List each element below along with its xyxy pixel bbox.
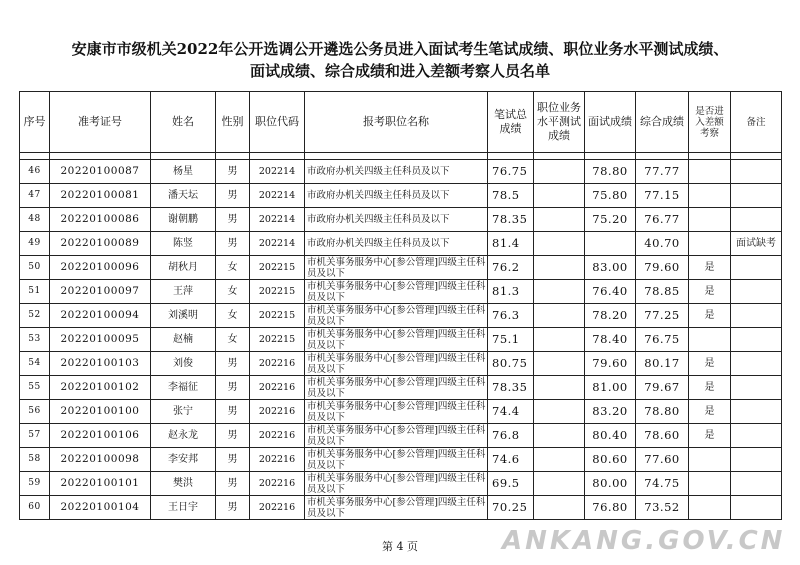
cell-level-test [534,328,585,352]
cell-seq: 51 [20,280,50,304]
table-body [20,160,782,520]
cell-gender: 男 [216,160,250,184]
cell-interview: 76.80 [585,496,636,520]
cell-interview: 80.00 [585,472,636,496]
cell-level-test [534,184,585,208]
cell-composite: 77.25 [636,304,689,328]
cell-gender: 男 [216,400,250,424]
cell-name: 李安邦 [151,448,216,472]
cell-code: 202216 [250,496,305,520]
cell-remark [731,496,782,520]
cell-ticket: 20220100102 [50,376,151,400]
cell-seq: 48 [20,208,50,232]
cell-inspect [689,472,731,496]
cell-composite: 78.60 [636,424,689,448]
cell-seq: 57 [20,424,50,448]
cell-name: 胡秋月 [151,256,216,280]
cell-position: 市政府办机关四级主任科员及以下 [305,208,488,232]
cell-interview: 83.00 [585,256,636,280]
cell-ticket: 20220100101 [50,472,151,496]
cell-ticket: 20220100103 [50,352,151,376]
cell-gender: 男 [216,448,250,472]
cell-name: 谢朝鹏 [151,208,216,232]
cell-written: 76.3 [488,304,534,328]
cell-inspect: 是 [689,304,731,328]
cell-gender: 男 [216,208,250,232]
document-title [0,38,800,82]
cell-ticket: 20220100097 [50,280,151,304]
cell-inspect [689,184,731,208]
cell-level-test [534,304,585,328]
cell-ticket: 20220100094 [50,304,151,328]
cell-composite: 73.52 [636,496,689,520]
table-row [20,256,782,280]
cell-code: 202216 [250,424,305,448]
cell-name: 王日宇 [151,496,216,520]
cell-ticket: 20220100089 [50,232,151,256]
cell-code: 202216 [250,352,305,376]
cell-written: 78.35 [488,376,534,400]
cell-interview: 81.00 [585,376,636,400]
cell-level-test [534,256,585,280]
cell-level-test [534,232,585,256]
cell-written: 78.5 [488,184,534,208]
cell-ticket: 20220100081 [50,184,151,208]
cell-composite: 78.80 [636,400,689,424]
cell-seq: 47 [20,184,50,208]
header-code: 职位代码 [250,92,305,153]
table-row [20,496,782,520]
cell-seq: 54 [20,352,50,376]
table-row [20,208,782,232]
cell-ticket: 20220100087 [50,160,151,184]
cell-remark [731,280,782,304]
cell-written: 80.75 [488,352,534,376]
cell-interview: 83.20 [585,400,636,424]
cell-name: 张宁 [151,400,216,424]
cell-code: 202216 [250,472,305,496]
title-line-1: 安康市市级机关2022年公开选调公开遴选公务员进入面试考生笔试成绩、职位业务水平测试成绩、 [71,40,729,58]
cell-written: 76.8 [488,424,534,448]
site-watermark: ANKANG.GOV.CN [502,526,786,556]
cell-interview: 75.20 [585,208,636,232]
cell-inspect [689,232,731,256]
cell-code: 202215 [250,256,305,280]
cell-code: 202215 [250,328,305,352]
cell-seq: 58 [20,448,50,472]
cell-inspect: 是 [689,376,731,400]
cell-code: 202214 [250,184,305,208]
header-spacer-row [20,153,782,160]
cell-code: 202216 [250,400,305,424]
cell-name: 樊洪 [151,472,216,496]
cell-inspect [689,448,731,472]
cell-level-test [534,376,585,400]
cell-gender: 男 [216,184,250,208]
cell-level-test [534,400,585,424]
header-composite: 综合成绩 [636,92,689,153]
header-remark: 备注 [731,92,782,153]
cell-level-test [534,424,585,448]
cell-level-test [534,472,585,496]
cell-code: 202216 [250,448,305,472]
cell-level-test [534,352,585,376]
cell-code: 202215 [250,304,305,328]
cell-remark: 面试缺考 [731,232,782,256]
cell-interview: 79.60 [585,352,636,376]
cell-remark [731,448,782,472]
cell-position: 市机关事务服务中心[参公管理]四级主任科员及以下 [305,424,488,448]
cell-gender: 男 [216,424,250,448]
title-line-2: 面试成绩、综合成绩和进入差额考察人员名单 [249,62,550,80]
cell-name: 李福征 [151,376,216,400]
cell-gender: 女 [216,280,250,304]
cell-ticket: 20220100104 [50,496,151,520]
table-row [20,424,782,448]
cell-inspect: 是 [689,280,731,304]
cell-interview: 78.80 [585,160,636,184]
cell-composite: 79.67 [636,376,689,400]
table-row [20,160,782,184]
table-row [20,400,782,424]
cell-composite: 76.77 [636,208,689,232]
cell-inspect [689,496,731,520]
cell-position: 市机关事务服务中心[参公管理]四级主任科员及以下 [305,304,488,328]
cell-seq: 56 [20,400,50,424]
header-ticket: 准考证号 [50,92,151,153]
cell-ticket: 20220100096 [50,256,151,280]
cell-written: 74.6 [488,448,534,472]
cell-position: 市机关事务服务中心[参公管理]四级主任科员及以下 [305,472,488,496]
cell-ticket: 20220100086 [50,208,151,232]
cell-code: 202214 [250,232,305,256]
cell-gender: 女 [216,328,250,352]
cell-code: 202216 [250,376,305,400]
cell-code: 202214 [250,160,305,184]
cell-gender: 男 [216,232,250,256]
results-table [19,91,782,520]
table-row [20,280,782,304]
cell-gender: 女 [216,304,250,328]
cell-gender: 男 [216,472,250,496]
page-number: 第 4 页 [382,540,418,553]
cell-remark [731,208,782,232]
cell-code: 202214 [250,208,305,232]
cell-seq: 49 [20,232,50,256]
cell-composite: 40.70 [636,232,689,256]
cell-remark [731,184,782,208]
cell-interview: 80.60 [585,448,636,472]
header-gender: 性别 [216,92,250,153]
cell-gender: 男 [216,352,250,376]
cell-position: 市政府办机关四级主任科员及以下 [305,160,488,184]
table-row [20,352,782,376]
cell-gender: 男 [216,376,250,400]
cell-level-test [534,208,585,232]
table-row [20,304,782,328]
cell-interview: 78.20 [585,304,636,328]
cell-interview [585,232,636,256]
cell-ticket: 20220100095 [50,328,151,352]
header-written: 笔试总成绩 [488,92,534,153]
cell-remark [731,472,782,496]
cell-composite: 77.60 [636,448,689,472]
cell-inspect: 是 [689,400,731,424]
cell-name: 王萍 [151,280,216,304]
cell-name: 潘天坛 [151,184,216,208]
cell-inspect: 是 [689,352,731,376]
cell-composite: 74.75 [636,472,689,496]
cell-composite: 78.85 [636,280,689,304]
table-row [20,232,782,256]
cell-name: 刘溪明 [151,304,216,328]
cell-inspect: 是 [689,256,731,280]
cell-composite: 79.60 [636,256,689,280]
cell-inspect: 是 [689,424,731,448]
cell-position: 市政府办机关四级主任科员及以下 [305,184,488,208]
table-row [20,472,782,496]
cell-inspect [689,160,731,184]
cell-gender: 女 [216,256,250,280]
header-interview: 面试成绩 [585,92,636,153]
cell-seq: 50 [20,256,50,280]
cell-position: 市机关事务服务中心[参公管理]四级主任科员及以下 [305,256,488,280]
cell-name: 刘俊 [151,352,216,376]
cell-name: 赵永龙 [151,424,216,448]
cell-name: 杨星 [151,160,216,184]
cell-written: 81.3 [488,280,534,304]
cell-position: 市政府办机关四级主任科员及以下 [305,232,488,256]
cell-interview: 76.40 [585,280,636,304]
header-level-test: 职位业务水平测试成绩 [534,92,585,153]
cell-position: 市机关事务服务中心[参公管理]四级主任科员及以下 [305,328,488,352]
cell-written: 69.5 [488,472,534,496]
cell-level-test [534,280,585,304]
cell-interview: 75.80 [585,184,636,208]
cell-seq: 59 [20,472,50,496]
cell-inspect [689,208,731,232]
cell-seq: 55 [20,376,50,400]
cell-remark [731,400,782,424]
cell-seq: 53 [20,328,50,352]
table-row [20,184,782,208]
cell-written: 74.4 [488,400,534,424]
cell-position: 市机关事务服务中心[参公管理]四级主任科员及以下 [305,400,488,424]
cell-remark [731,376,782,400]
cell-interview: 78.40 [585,328,636,352]
cell-written: 76.75 [488,160,534,184]
cell-remark [731,160,782,184]
cell-remark [731,304,782,328]
header-inspect: 是否进入差额考察 [689,92,731,153]
cell-name: 陈竖 [151,232,216,256]
cell-seq: 52 [20,304,50,328]
header-row [20,92,782,153]
cell-composite: 77.77 [636,160,689,184]
cell-position: 市机关事务服务中心[参公管理]四级主任科员及以下 [305,280,488,304]
cell-remark [731,352,782,376]
cell-position: 市机关事务服务中心[参公管理]四级主任科员及以下 [305,376,488,400]
cell-level-test [534,448,585,472]
cell-composite: 80.17 [636,352,689,376]
cell-composite: 77.15 [636,184,689,208]
cell-written: 75.1 [488,328,534,352]
cell-seq: 60 [20,496,50,520]
cell-ticket: 20220100106 [50,424,151,448]
cell-position: 市机关事务服务中心[参公管理]四级主任科员及以下 [305,496,488,520]
cell-ticket: 20220100100 [50,400,151,424]
cell-ticket: 20220100098 [50,448,151,472]
cell-remark [731,424,782,448]
cell-position: 市机关事务服务中心[参公管理]四级主任科员及以下 [305,448,488,472]
cell-inspect [689,328,731,352]
header-seq: 序号 [20,92,50,153]
cell-name: 赵楠 [151,328,216,352]
cell-code: 202215 [250,280,305,304]
cell-interview: 80.40 [585,424,636,448]
cell-seq: 46 [20,160,50,184]
table-row [20,448,782,472]
table-row [20,376,782,400]
cell-level-test [534,160,585,184]
cell-level-test [534,496,585,520]
cell-remark [731,256,782,280]
header-name: 姓名 [151,92,216,153]
header-position: 报考职位名称 [305,92,488,153]
cell-position: 市机关事务服务中心[参公管理]四级主任科员及以下 [305,352,488,376]
cell-remark [731,328,782,352]
cell-written: 76.2 [488,256,534,280]
cell-written: 81.4 [488,232,534,256]
cell-gender: 男 [216,496,250,520]
cell-composite: 76.75 [636,328,689,352]
table-row [20,328,782,352]
cell-written: 70.25 [488,496,534,520]
cell-written: 78.35 [488,208,534,232]
